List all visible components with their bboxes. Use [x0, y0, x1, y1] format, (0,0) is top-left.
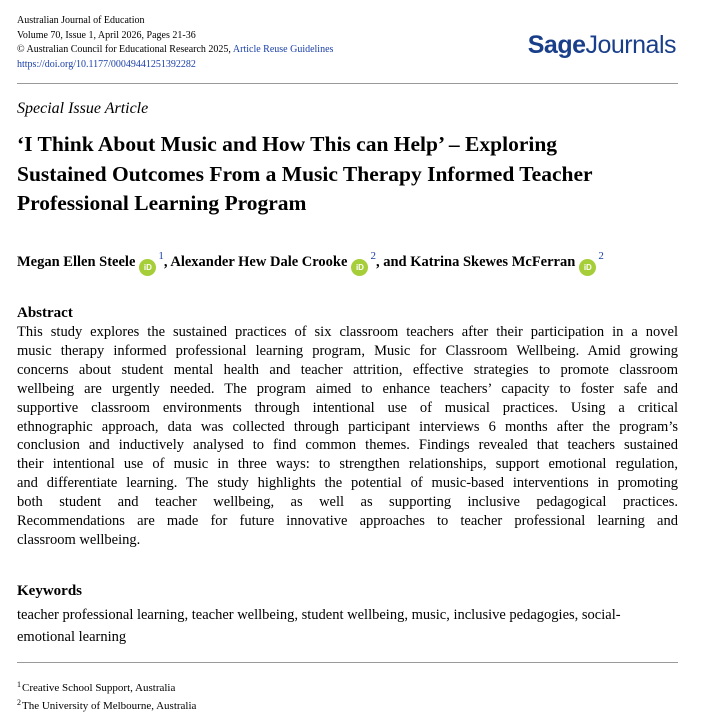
abstract-line: music therapy informed professional learning program, Music for Classroom Wellbeing. Amid growing	[17, 342, 678, 359]
affiliation-number: 1	[17, 680, 21, 689]
reuse-guidelines-link[interactable]: Article Reuse Guidelines	[232, 44, 334, 55]
journal-metadata	[17, 14, 333, 72]
affiliation-text: The University of Melbourne, Australia	[22, 700, 197, 712]
abstract-line: wellbeing are urgently needed. The program aimed to enhance teachers’ capacity to foster safe and	[17, 380, 678, 397]
footer-divider	[17, 662, 678, 663]
title-line: Sustained Outcomes From a Music Therapy Informed Teacher	[17, 161, 593, 186]
keywords-heading: Keywords	[17, 583, 82, 599]
article-title	[17, 130, 678, 219]
abstract-line: classroom wellbeing.	[17, 531, 141, 548]
affiliation-ref[interactable]: 1	[158, 250, 164, 262]
journal-issue: Volume 70, Issue 1, April 2026, Pages 21-36	[17, 29, 196, 41]
article-type: Special Issue Article	[17, 100, 149, 117]
abstract-line: and differentiate learning. The study highlights the potential of music-based interventions in promoting	[17, 475, 678, 492]
abstract-line: This study explores the sustained practices of six classroom teachers after their participation in a novel	[17, 324, 678, 340]
abstract-heading: Abstract	[17, 305, 73, 321]
author-separator: ,	[163, 254, 171, 270]
orcid-icon[interactable]: iD	[351, 259, 368, 276]
author-name[interactable]: Katrina Skewes McFerran	[410, 254, 576, 270]
abstract-line: their intentional use of music in three ways: to strengthen relationships, support emotional regulation,	[17, 456, 678, 473]
abstract-line: conclusion and inductively analysed to find common themes. Findings revealed that teachers sustained	[17, 437, 678, 454]
abstract-line: Recommendations are made for future innovative approaches to teacher professional learning and	[17, 513, 678, 530]
abstract-line: concerns about student mental health and teacher attrition, effective strategies to promote classroom	[17, 361, 678, 378]
copyright-text: © Australian Council for Educational Research 2025,	[17, 44, 231, 55]
affiliation-ref[interactable]: 2	[370, 250, 376, 262]
orcid-icon[interactable]: iD	[139, 259, 156, 276]
abstract-body	[17, 323, 678, 550]
author-name[interactable]: Megan Ellen Steele	[17, 254, 136, 270]
author-name[interactable]: Alexander Hew Dale Crooke	[170, 254, 348, 270]
orcid-icon[interactable]: iD	[579, 259, 596, 276]
affiliation-number: 2	[17, 698, 21, 707]
abstract-line: supportive classroom environments through intentional use of musical practices. Using a critical	[17, 399, 678, 416]
author-list	[17, 250, 604, 276]
author-separator: , and	[375, 254, 411, 270]
copyright-line	[17, 43, 333, 58]
affiliation-text: Creative School Support, Australia	[22, 682, 176, 694]
keywords-list: teacher professional learning, teacher wellbeing, student wellbeing, music, inclusive pedagogies, social-emotional learning	[17, 607, 621, 645]
affiliation-ref[interactable]: 2	[598, 250, 604, 262]
header-divider	[17, 83, 678, 84]
logo-sage: Sage	[527, 31, 586, 59]
abstract-line: both student and teacher wellbeing, as well as supporting inclusive pedagogical practices.	[17, 494, 678, 511]
sage-journals-logo[interactable]	[528, 31, 676, 60]
journal-name: Australian Journal of Education	[17, 15, 145, 26]
doi-link[interactable]: https://doi.org/10.1177/00049441251392282	[17, 58, 196, 70]
title-line: Professional Learning Program	[17, 191, 307, 215]
abstract-line: ethnographic approach, data was collected through participant interviews 6 months after the program’s	[17, 418, 678, 435]
logo-journals: Journals	[585, 31, 676, 59]
affiliation-item	[17, 680, 175, 694]
title-line: ‘I Think About Music and How This can Help’ – Exploring	[17, 132, 558, 156]
article-page	[17, 0, 678, 723]
affiliation-item	[17, 698, 196, 712]
